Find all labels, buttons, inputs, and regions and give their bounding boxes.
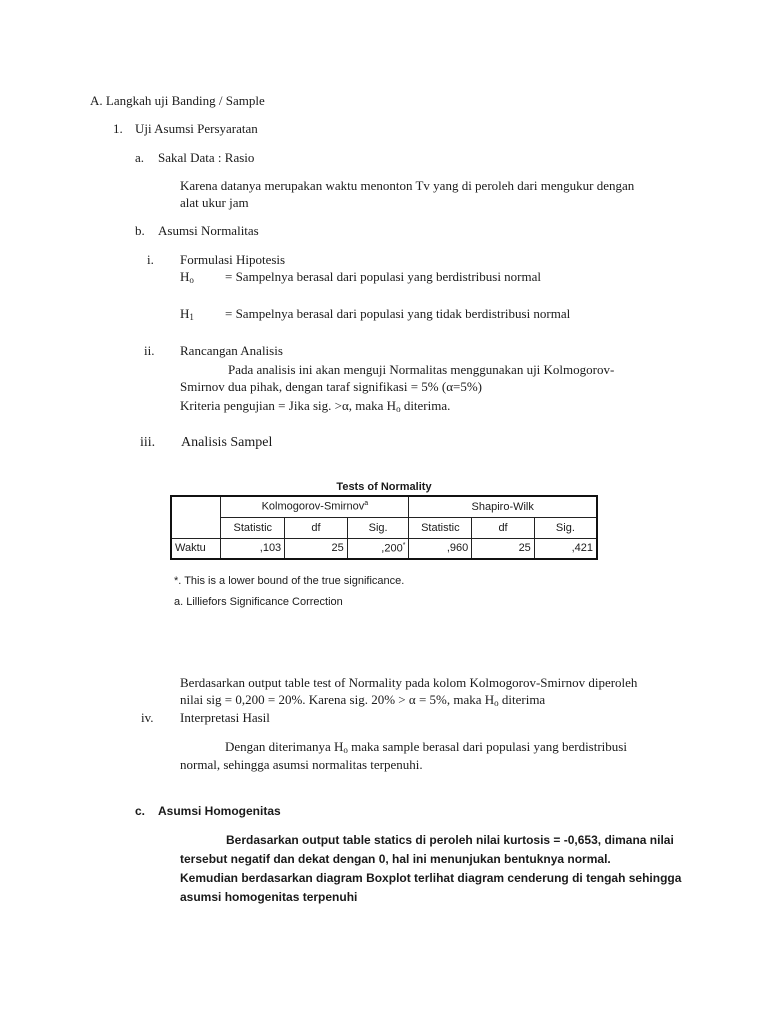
item-c-paragraph-line2: tersebut negatif dan dekat dengan 0, hal ini menunjukan bentuknya normal.: [180, 852, 611, 866]
item-a-paragraph-line1: Karena datanya merupakan waktu menonton Tv yang di peroleh dari mengukur dengan: [180, 178, 635, 193]
table-header-row-columns: [171, 517, 597, 538]
iv-line1-subscript: o: [343, 745, 348, 755]
item-a-number: a.: [135, 150, 145, 165]
table-row: [171, 538, 597, 559]
item-a-paragraph-line2: alat ukur jam: [180, 195, 249, 210]
criteria-text-post: diterima.: [400, 398, 451, 413]
result-line2-subscript: o: [494, 698, 499, 708]
sw-statistic-header: Statistic: [409, 517, 472, 538]
item-ii-title: Rancangan Analisis: [180, 343, 283, 358]
table-header-row-groups: [171, 496, 597, 517]
criteria-text-pre: Kriteria pengujian = Jika sig. >α, maka H: [180, 398, 397, 413]
ks-statistic-value: ,103: [221, 538, 285, 559]
item-c-paragraph-line3: Kemudian berdasarkan diagram Boxplot terlihat diagram cenderung di tengah sehingga: [180, 871, 682, 885]
ks-sig-cell: [347, 538, 409, 559]
row-label-waktu: Waktu: [171, 538, 221, 559]
sw-sig-header: Sig.: [534, 517, 597, 538]
h0-letter: H: [180, 269, 190, 284]
ks-sig-footnote-mark: *: [402, 541, 406, 549]
iv-line1-pre: Dengan diterimanya H: [225, 739, 344, 754]
ks-sig-value: ,200: [381, 542, 403, 555]
ks-df-header: df: [285, 517, 348, 538]
item-a-title: Sakal Data : Rasio: [158, 150, 255, 165]
criteria-subscript: o: [396, 404, 401, 414]
table-footnote-2: a. Lilliefors Significance Correction: [174, 596, 343, 608]
result-line2-post: diterima: [498, 692, 546, 707]
ks-group-footnote-mark: a: [364, 500, 369, 508]
section-heading-a: A. Langkah uji Banding / Sample: [90, 93, 265, 108]
item-1-number: 1.: [113, 121, 123, 136]
sw-sig-value: ,421: [534, 538, 597, 559]
h1-subscript: 1: [189, 312, 194, 322]
item-1-title: Uji Asumsi Persyaratan: [135, 121, 258, 136]
ks-statistic-header: Statistic: [221, 517, 285, 538]
item-b-title: Asumsi Normalitas: [158, 223, 259, 238]
result-line2-pre: nilai sig = 0,200 = 20%. Karena sig. 20% > α = 5%, maka H: [180, 692, 495, 707]
item-c-paragraph-line1: Berdasarkan output table statics di peroleh nilai kurtosis = -0,653, dimana nilai: [226, 833, 674, 847]
item-ii-paragraph-line1: Pada analisis ini akan menguji Normalitas menggunakan uji Kolmogorov-: [228, 362, 615, 377]
item-ii-criteria: [180, 397, 450, 418]
table-corner-cell: [171, 496, 221, 538]
table-title: Tests of Normality: [336, 481, 432, 493]
item-c-paragraph-line4: asumsi homogenitas terpenuhi: [180, 890, 358, 904]
normality-table: [170, 495, 598, 560]
sw-group-header: Shapiro-Wilk: [409, 496, 597, 517]
item-b-number: b.: [135, 223, 145, 238]
ks-group-header: [221, 496, 409, 517]
ks-df-value: 25: [285, 538, 348, 559]
sw-df-value: 25: [472, 538, 535, 559]
item-i-title: Formulasi Hipotesis: [180, 252, 286, 267]
h0-label: [180, 268, 194, 289]
item-i-number: i.: [147, 252, 154, 267]
h0-subscript: o: [189, 275, 194, 285]
sw-statistic-value: ,960: [409, 538, 472, 559]
item-ii-number: ii.: [144, 343, 155, 358]
ks-group-label: Kolmogorov-Smirnov: [261, 501, 365, 514]
item-iv-paragraph-line2: normal, sehingga asumsi normalitas terpenuhi.: [180, 757, 423, 772]
table-footnote-1: *. This is a lower bound of the true significance.: [174, 575, 405, 587]
ks-sig-header: Sig.: [347, 517, 409, 538]
item-ii-paragraph-line2: Smirnov dua pihak, dengan taraf signifikasi = 5% (α=5%): [180, 379, 482, 394]
sw-df-header: df: [472, 517, 535, 538]
item-iii-number: iii.: [140, 435, 156, 450]
h1-statement: = Sampelnya berasal dari populasi yang tidak berdistribusi normal: [225, 306, 571, 321]
h0-statement: = Sampelnya berasal dari populasi yang berdistribusi normal: [225, 269, 542, 284]
item-c-title: Asumsi Homogenitas: [158, 804, 281, 818]
h1-label: [180, 305, 194, 326]
result-paragraph-line1: Berdasarkan output table test of Normality pada kolom Kolmogorov-Smirnov diperoleh: [180, 675, 638, 690]
item-iv-number: iv.: [141, 710, 154, 725]
item-c-number: c.: [135, 804, 146, 818]
item-iv-title: Interpretasi Hasil: [180, 710, 270, 725]
item-iii-title: Analisis Sampel: [181, 435, 273, 450]
h1-letter: H: [180, 306, 190, 321]
iv-line1-post: maka sample berasal dari populasi yang berdistribusi: [347, 739, 627, 754]
